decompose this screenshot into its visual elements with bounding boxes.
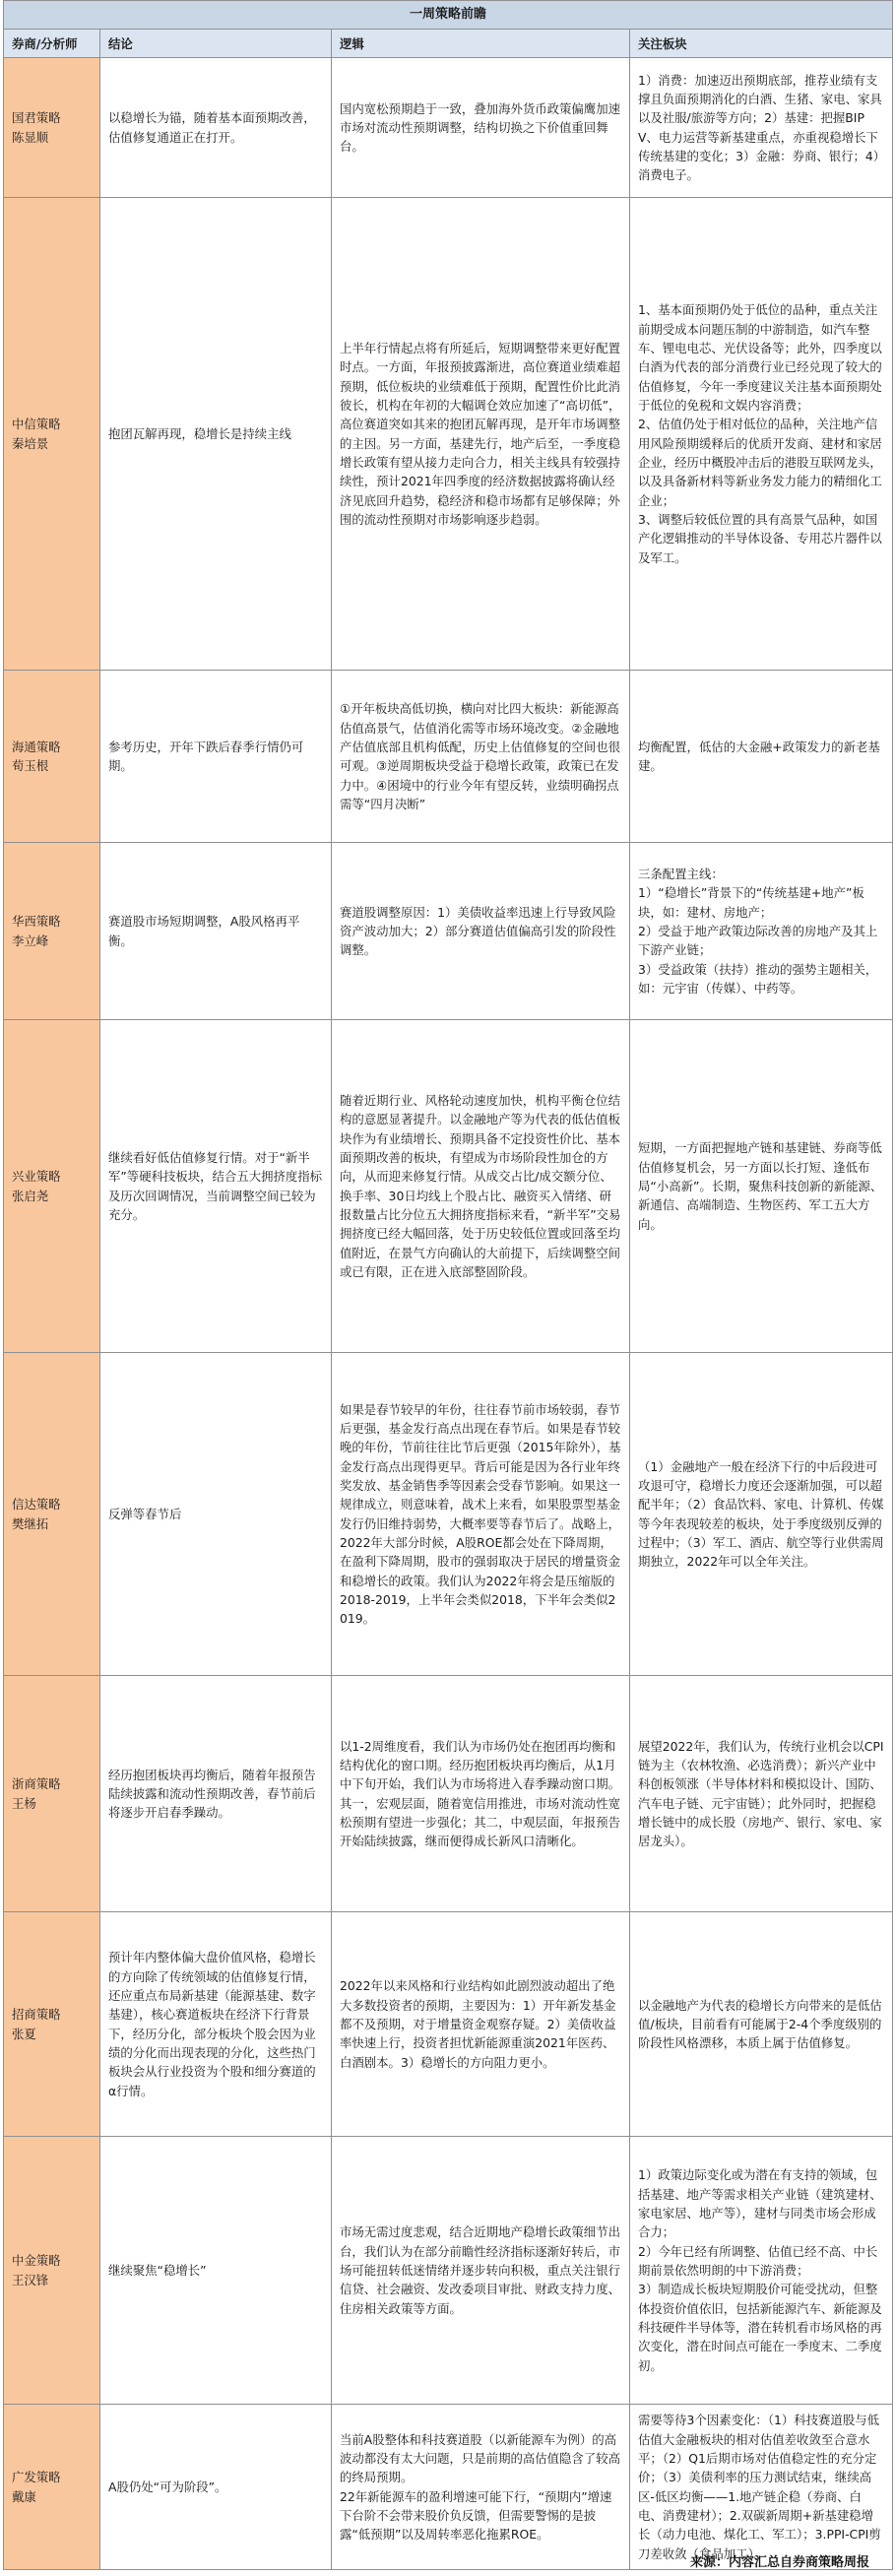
analyst-name: 戴康 xyxy=(12,2488,36,2504)
header-logic: 逻辑 xyxy=(332,30,630,58)
header-broker: 券商/分析师 xyxy=(4,30,100,58)
logic-cell: 赛道股调整原因：1）美债收益率迅速上行导致风险资产波动加大；2）部分赛道估值偏高引发的阶段性调整。 xyxy=(332,843,630,1020)
logic-cell: 2022年以来风格和行业结构如此剧烈波动超出了绝大多数投资者的预期，主要因为：1）开年新发基金都不及预期，对于增量资金观察存疑。2）美债收益率快速上行，投资者担忧新能源重演2021年医药、白酒剧本。3）稳增长的方向阻力更小。 xyxy=(332,1912,630,2137)
focus-cell: 三条配置主线： 1）“稳增长”背景下的“传统基建+地产”板块，如：建材、房地产； 2）受益于地产政策边际改善的房地产及其上下游产业链； 3）受益政策（扶持）推动的强势主题相关，如：元宇宙（传媒）、中药等。 xyxy=(630,843,893,1020)
analyst-name: 樊继拓 xyxy=(12,1515,49,1531)
conclusion-cell: 继续看好低估值修复行情。对于“新半军”等硬科技板块，结合五大拥挤度指标及历次回调情况，当前调整空间已较为充分。 xyxy=(100,1020,332,1353)
analyst-name: 李立峰 xyxy=(12,933,49,948)
table-title-row xyxy=(4,1,893,30)
broker-cell xyxy=(4,1912,100,2137)
logic-cell: 以1-2周维度看，我们认为市场仍处在抱团再均衡和结构优化的窗口期。经历抱团板块再均衡后，从1月中下旬开始，我们认为市场将进入春季躁动窗口期。 其一，宏观层面，随着宽信用推进，市场对流动性宽松预期有望进一步强化；其二，中观层面，年报预告开始陆续披露，继而便得成长新风口清晰化。 xyxy=(332,1676,630,1912)
conclusion-cell: A股仍处“可为阶段”。 xyxy=(100,2405,332,2570)
conclusion-cell: 抱团瓦解再现，稳增长是持续主线 xyxy=(100,198,332,671)
focus-cell: （1）金融地产一般在经济下行的中后段进可攻退可守，稳增长力度还会逐渐加强，可以超配半年；（2）食品饮料、家电、计算机、传媒等今年表现较差的板块，处于季度级别反弹的过程中；（3）军工、酒店、航空等行业供需周期独立，2022年可以全年关注。 xyxy=(630,1353,893,1676)
logic-cell: 上半年行情起点将有所延后，短期调整带来更好配置时点。一方面，年报预披露渐进，高位赛道业绩难超预期，低位板块的业绩难低于预期，配置性价比此消彼长，机构在年初的大幅调仓效应加速了“高切低”，高位赛道突如其来的抱团瓦解再现，是开年市场调整的主因。另一方面，基建先行，地产后至，一季度稳增长政策有望从接力走向合力，相关主线具有较强持续性，预计2021年四季度的经济数据披露将确认经济见底回升趋势，稳经济和稳市场都有足够保障；外围的流动性预期对市场影响逐步趋弱。 xyxy=(332,198,630,671)
table-row xyxy=(4,1676,893,1912)
conclusion-cell: 预计年内整体偏大盘价值风格，稳增长的方向除了传统领域的估值修复行情，还应重点布局新基建（能源基建、数字基建），核心赛道板块在经济下行背景下，经历分化，部分板块个股会因为业绩的分化而出现表现的分化，这些热门板块会从行业投资为个股和细分赛道的α行情。 xyxy=(100,1912,332,2137)
broker-name: 招商策略 xyxy=(12,2007,61,2023)
conclusion-cell: 以稳增长为锚，随着基本面预期改善，估值修复通道正在打开。 xyxy=(100,58,332,198)
broker-cell xyxy=(4,2405,100,2570)
logic-cell: 随着近期行业、风格轮动速度加快，机构平衡仓位结构的意愿显著提升。以金融地产等为代表的低估值板块作为有业绩增长、预期具备不定投资性价比、基本面预期改善的板块，有望成为市场阶段性加仓的方向，从而迎来修复行情。从成交占比/成交额分位、换手率、30日均线上个股占比、融资买入情绪、研报数量占比分位五大拥挤度指标来看，“新半军”交易拥挤度已经大幅回落，处于历史较低位置或回落至均值附近，在景气方向确认的大前提下，后续调整空间或已有限，正在进入底部整固阶段。 xyxy=(332,1020,630,1353)
focus-cell: 1）消费：加速迈出预期底部，推荐业绩有支撑且负面预期消化的白酒、生猪、家电、家具以及社服/旅游等方向；2）基建：把握BIPV、电力运营等新基建重点，亦重视稳增长下传统基建的变化；3）金融：券商、银行；4）消费电子。 xyxy=(630,58,893,198)
focus-cell: 1）政策边际变化或为潜在有支持的领域，包括基建、地产等需求相关产业链（建筑建材、家电家居、地产等），建材与同类市场会形成合力； 2）今年已经有所调整、估值已经不高、中长期前景依然明朗的中下游消费； 3）制造成长板块短期股价可能受扰动，但整体投资价值依旧，包括新能源汽车、新能源及科技硬件半导体等，潜在转机看市场风格的再次变化，潜在时间点可能在一季度末、二季度初。 xyxy=(630,2137,893,2405)
conclusion-cell: 赛道股市场短期调整，A股风格再平衡。 xyxy=(100,843,332,1020)
broker-cell xyxy=(4,198,100,671)
logic-cell: 当前A股整体和科技赛道股（以新能源车为例）的高波动都没有太大问题，只是前期的高估值隐含了较高的终局预期。 22年新能源车的盈利增速可能下行，“预期内”增速下台阶不会带来股价负反馈，但需要警惕的是披露“低预期”以及周转率恶化拖累ROE。 xyxy=(332,2405,630,2570)
focus-cell: 展望2022年，我们认为，传统行业机会以CPI链为主（农林牧渔、必选消费）；新兴产业中科创板领涨（半导体材料和模拟设计、国防、汽车电子链、元宇宙链）；此外同时，把握稳增长链中的成长股（房地产、银行、家电、家居龙头）。 xyxy=(630,1676,893,1912)
broker-name: 信达策略 xyxy=(12,1497,61,1513)
conclusion-cell: 参考历史，开年下跌后春季行情仍可期。 xyxy=(100,671,332,843)
analyst-name: 张夏 xyxy=(12,2026,36,2041)
conclusion-cell: 反弹等春节后 xyxy=(100,1353,332,1676)
table-row xyxy=(4,198,893,671)
broker-cell xyxy=(4,843,100,1020)
conclusion-cell: 经历抱团板块再均衡后，随着年报预告陆续披露和流动性预期改善，春节前后将逐步开启春季躁动。 xyxy=(100,1676,332,1912)
logic-cell: 市场无需过度悲观，结合近期地产稳增长政策细节出台，我们认为在部分前瞻性经济指标逐渐好转后，市场可能扭转低迷情绪并逐步转向积极，重点关注银行信贷、社会融资、发改委项目审批、财政支持力度、住房相关政策等方面。 xyxy=(332,2137,630,2405)
table-row xyxy=(4,2405,893,2570)
broker-name: 海通策略 xyxy=(12,739,61,754)
broker-name: 中金策略 xyxy=(12,2253,61,2269)
broker-name: 广发策略 xyxy=(12,2470,61,2485)
analyst-name: 王汉锋 xyxy=(12,2272,49,2287)
logic-cell: ①开年板块高低切换，横向对比四大板块：新能源高估值高景气，估值消化需等市场环境改变。②金融地产估值底部且机构低配，历史上估值修复的空间也很可观。③逆周期板块受益于稳增长政策，政策已在发力中。④困境中的行业今年有望反转，业绩明确拐点需等“四月决断” xyxy=(332,671,630,843)
logic-cell: 如果是春节较早的年份，往往春节前市场较弱，春节后更强，基金发行高点出现在春节后。如果是春节较晚的年份，节前往往比节后更强（2015年除外），基金发行高点出现得更早。背后可能是因为各行业年终奖发放、基金销售季等因素会受春节影响。如果这一规律成立，则意味着，战术上来看，如果股票型基金发行仍旧维持弱势，大概率要等春节后了。战略上，2022年大部分时候，A股ROE都会处在下降周期，在盈利下降周期，股市的强弱取决于居民的增量资金和稳增长的政策。我们认为2022年将会是压缩版的2018-2019，上半年会类似2018，下半年会类似2019。 xyxy=(332,1353,630,1676)
analyst-name: 秦培景 xyxy=(12,435,49,451)
table-header-row xyxy=(4,30,893,58)
broker-cell xyxy=(4,2137,100,2405)
table-row xyxy=(4,671,893,843)
broker-cell xyxy=(4,1020,100,1353)
broker-name: 华西策略 xyxy=(12,914,61,930)
table-row xyxy=(4,58,893,198)
broker-cell xyxy=(4,58,100,198)
focus-cell: 以金融地产为代表的稳增长方向带来的是低估值/板块，目前看有可能属于2-4个季度级别的阶段性风格漂移，本质上属于估值修复。 xyxy=(630,1912,893,2137)
conclusion-cell: 继续聚焦“稳增长” xyxy=(100,2137,332,2405)
focus-cell: 需要等待3个因素变化：（1）科技赛道股与低估值大金融板块的相对估值差收敛至合意水平；（2）Q1后期市场对估值稳定性的充分定价；（3）美债利率的压力测试结束，继续高区-低区均衡——1.地产链企稳（券商、白电、消费建材）；2.双碳新周期+新基建稳增长（动力电池、煤化工、军工）；3.PPI-CPI剪刀差收敛（食品加工）。 xyxy=(630,2405,893,2570)
broker-cell xyxy=(4,1676,100,1912)
table-row xyxy=(4,2137,893,2405)
header-conclusion: 结论 xyxy=(100,30,332,58)
focus-cell: 短期，一方面把握地产链和基建链、券商等低估值修复机会，另一方面以长打短、逢低布局“小高新”。长期，聚焦科技创新的新能源、新通信、高端制造、生物医药、军工五大方向。 xyxy=(630,1020,893,1353)
analyst-name: 王杨 xyxy=(12,1795,36,1811)
table-title: 一周策略前瞻 xyxy=(4,1,893,30)
broker-name: 兴业策略 xyxy=(12,1169,61,1185)
table-row xyxy=(4,1353,893,1676)
logic-cell: 国内宽松预期趋于一致，叠加海外货币政策偏鹰加速市场对流动性预期调整，结构切换之下价值重回舞台。 xyxy=(332,58,630,198)
table-row xyxy=(4,1020,893,1353)
table-row xyxy=(4,843,893,1020)
table-row xyxy=(4,1912,893,2137)
analyst-name: 陈显顺 xyxy=(12,129,49,145)
broker-name: 浙商策略 xyxy=(12,1776,61,1792)
focus-cell: 均衡配置，低估的大金融+政策发力的新老基建。 xyxy=(630,671,893,843)
broker-name: 中信策略 xyxy=(12,417,61,432)
analyst-name: 荀玉根 xyxy=(12,758,49,774)
source-note: 来源：内容汇总自券商策略周报 xyxy=(689,2555,869,2570)
strategy-table xyxy=(3,0,893,2570)
table-body xyxy=(4,58,893,2570)
header-focus: 关注板块 xyxy=(630,30,893,58)
focus-cell: 1、基本面预期仍处于低位的品种，重点关注前期受成本问题压制的中游制造，如汽车整车、锂电电芯、光伏设备等；此外，四季度以白酒为代表的部分消费行业已经兑现了较大的估值修复，今年一季度建议关注基本面预期处于低位的免税和文娱内容消费； 2、估值仍处于相对低位的品种，关注地产信用风险预期缓释后的优质开发商、建材和家居企业，经历中概股冲击后的港股互联网龙头，以及具备新材料等新业务发力能力的精细化工企业； 3、调整后较低位置的具有高景气品种，如国产化逻辑推动的半导体设备、专用芯片器件以及军工。 xyxy=(630,198,893,671)
broker-name: 国君策略 xyxy=(12,110,61,126)
broker-cell xyxy=(4,671,100,843)
broker-cell xyxy=(4,1353,100,1676)
analyst-name: 张启尧 xyxy=(12,1188,49,1203)
